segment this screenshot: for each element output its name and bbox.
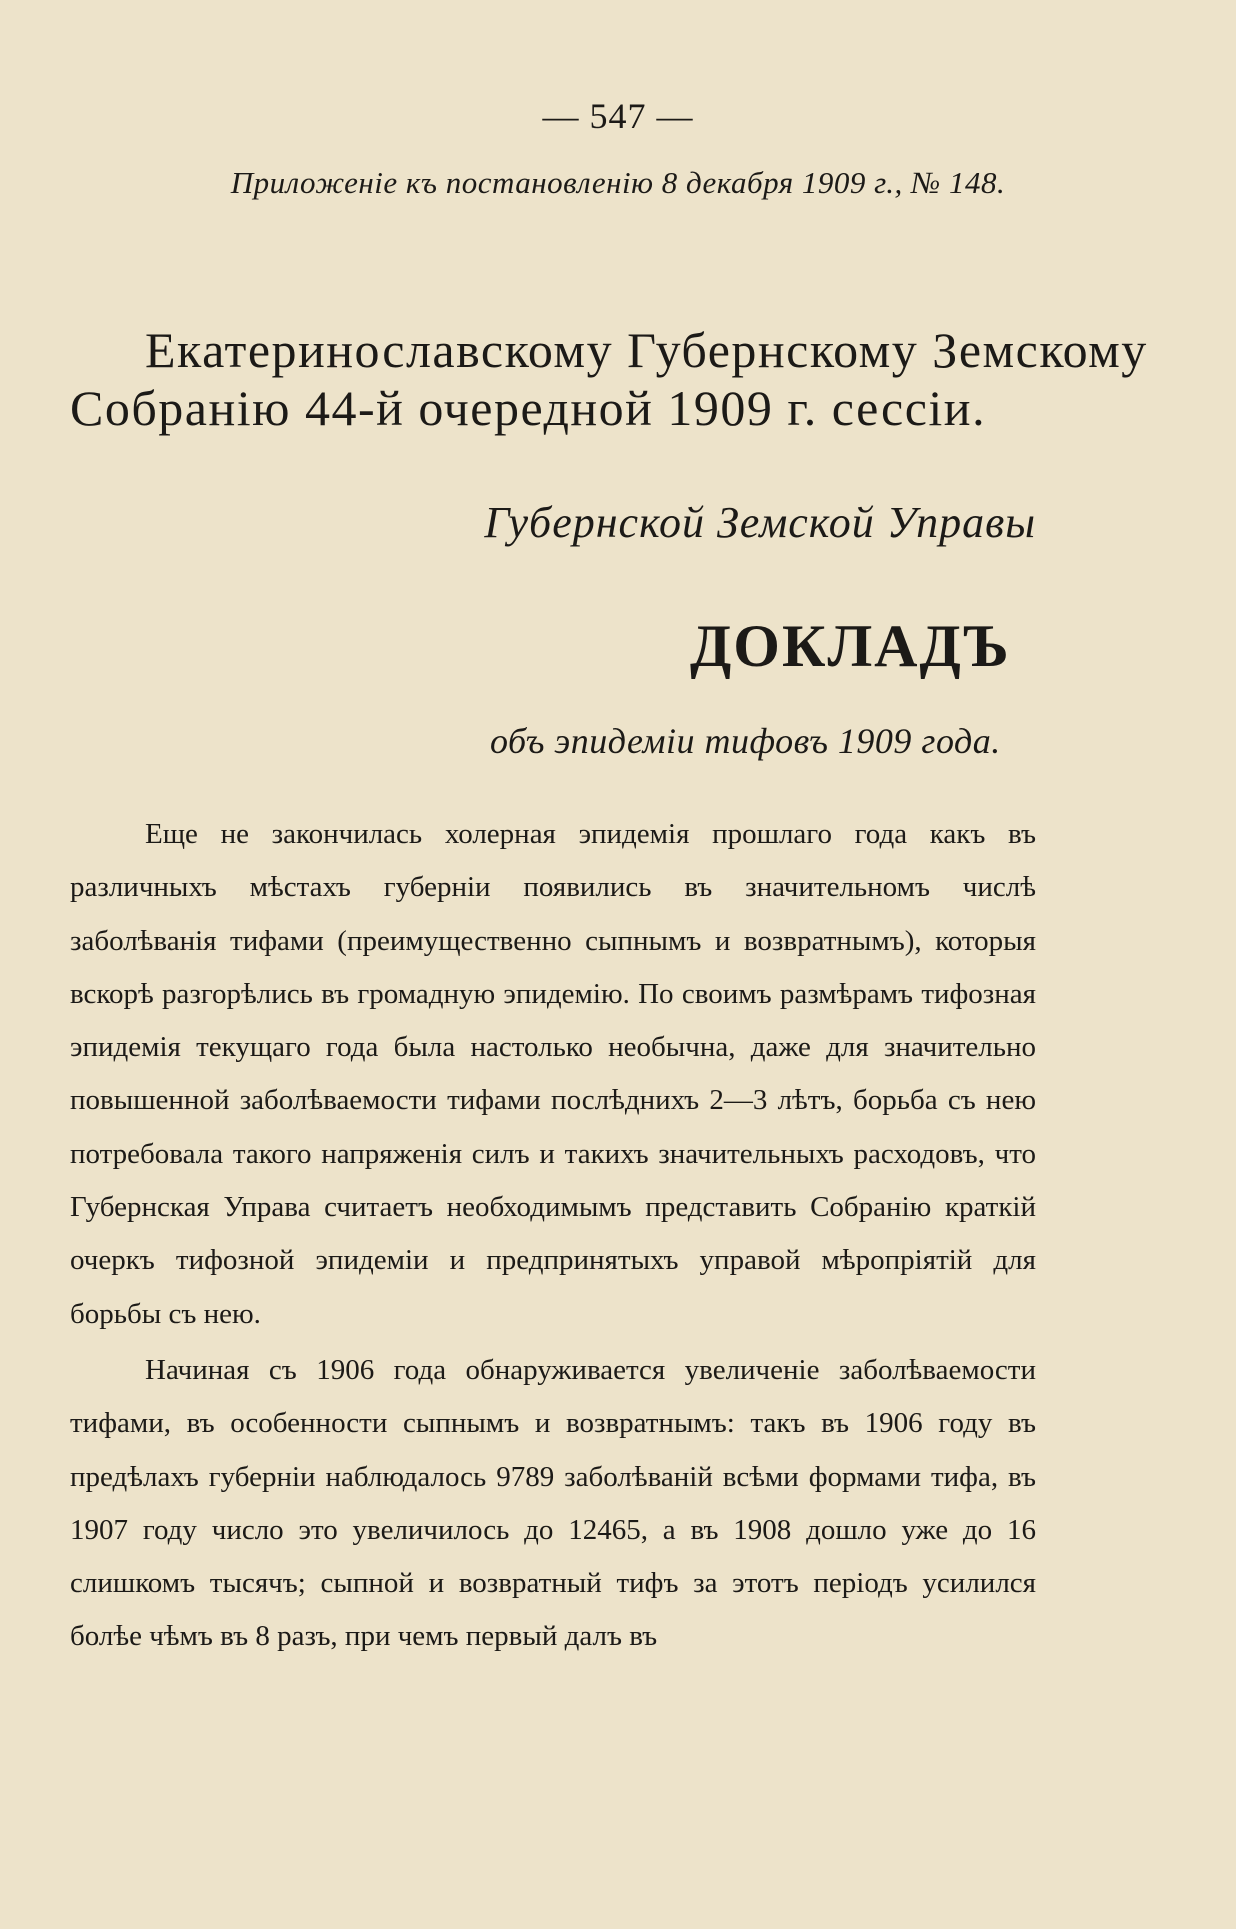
page-number: — 547 —: [542, 96, 694, 136]
heading-line-1: Екатеринославскому Губернскому Земскому: [145, 322, 1148, 378]
paragraph: Еще не закончилась холерная эпидемія прошлаго года какъ въ различныхъ мѣстахъ губерніи появились въ значительномъ числѣ заболѣванія тифами (преимущественно сыпнымъ и возвратнымъ), которыя вскорѣ разгорѣлись въ громадную эпидемію. По своимъ размѣрамъ тифозная эпидемія текущаго года была настолько необычна, даже для значительно повышенной заболѣваемости тифами послѣднихъ 2—3 лѣтъ, борьба съ нею потребовала такого напряженія силъ и такихъ значительныхъ расходовъ, что Губернская Управа считаетъ необходимымъ представить Собранію краткій очеркъ тифозной эпидеміи и предпринятыхъ управой мѣропріятій для борьбы съ нею.: [70, 818, 1036, 1330]
report-subject: объ эпидеміи тифовъ 1909 года.: [490, 721, 1001, 761]
report-title: ДОКЛАДЪ: [690, 613, 1011, 679]
appendix-note: Приложеніе къ постановленію 8 декабря 1909 г., № 148.: [230, 165, 1006, 200]
body-text: [70, 808, 1036, 1664]
board-name: Губернской Земской Управы: [484, 498, 1036, 547]
paragraph: Начиная съ 1906 года обнаруживается увеличеніе заболѣваемости тифами, въ особенности сыпнымъ и возвратнымъ: такъ въ 1906 году въ предѣлахъ губерніи наблюдалось 9789 заболѣваній всѣми формами тифа, въ 1907 году число это увеличилось до 12465, а въ 1908 дошло уже до 16 слишкомъ тысячъ; сыпной и возвратный тифъ за этотъ періодъ усилился болѣе чѣмъ въ 8 разъ, при чемъ первый далъ въ: [70, 1353, 1036, 1653]
heading-line-2: Собранію 44-й очередной 1909 г. сессіи.: [70, 380, 987, 436]
